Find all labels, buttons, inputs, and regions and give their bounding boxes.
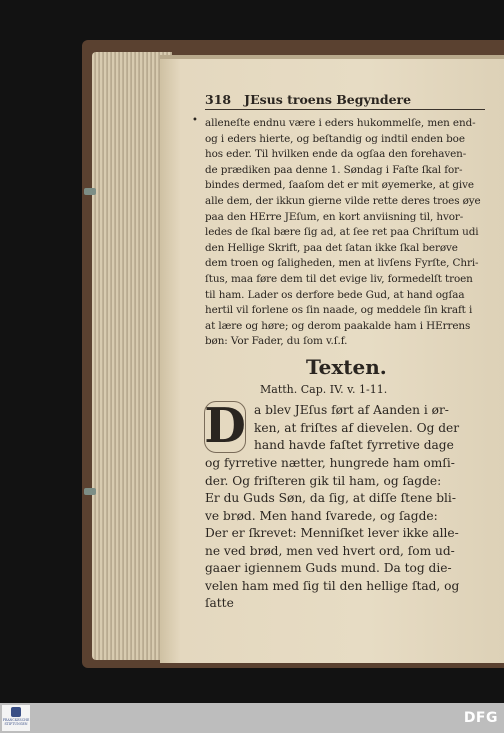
francke-logo[interactable]: [2, 705, 30, 731]
clasp-upper: [84, 188, 96, 195]
drop-cap: D: [204, 398, 246, 454]
dfg-logo[interactable]: DFG: [463, 710, 498, 726]
body-paragraph: alleneſte endnu være i eders hukommelſe, men end- og i eders hierte, og beſtandig og indtil enden boe hos eder. Til hvilken ende da ogſaa den forehaven- de prædiken paa denne 1. Søndag i Faſte ſkal for- bindes dermed, ſaaſom det er mit øyemerke, at give alle dem, der ikkun gierne vilde rette deres troes øye paa den HErre JEſum, en kort anviisning til, hvor- ledes de ſkal bære ſig ad, at ſee ret paa Chriſtum udi den Hellige Skrift, paa det ſatan ikke ſkal berøve dem troen og ſaligheden, men at livſens Fyrſte, Chri- ſtus, maa føre dem til det evige liv, formedelſt troen til ham. Lader os derfore bede Gud, at hand ogſaa hertil vil forlene os ſin naade, og meddele ſin kraft i at lære og høre; og derom paakalde ham i HErrens bøn: Vor Fader, du ſom v.ſ.f.: [205, 117, 481, 348]
margin-marker: •: [192, 115, 198, 126]
page-top-edge: [160, 55, 504, 59]
book-page: [160, 55, 504, 663]
clasp-lower: [84, 488, 96, 495]
foundation-icon: [11, 707, 21, 717]
section-heading: Texten.: [306, 355, 387, 379]
head-rule: [205, 109, 485, 110]
running-head: [205, 92, 411, 107]
running-head-title: JEsus troens Begyndere: [244, 92, 412, 107]
scripture-text-beside-cap: a blev JEſus ført af Aanden i ør- ken, at friſtes af dievelen. Og der hand havde faſtet fyrretive dage: [254, 403, 460, 452]
page-number: 318: [205, 92, 232, 107]
scripture-text: og fyrretive nætter, hungrede ham omſi- der. Og friſteren gik til ham, og ſagde: Er du Guds Søn, da ſig, at diſſe ſtene bli- ve brød. Men hand ſvarede, og ſagde: Der er ſkrevet: Menniſket lever ikke alle- ne ved brød, men ved hvert ord, ſom ud- gaaer igiennem Guds mund. Da tog die- velen ham med ſig til den hellige ſtad, og ſatte: [205, 456, 460, 610]
scripture-reference: Matth. Cap. IV. v. 1-11.: [260, 383, 388, 396]
viewer-footer: [0, 703, 504, 733]
francke-logo-text: FRANCKESCHE STIFTUNGEN: [2, 718, 30, 726]
